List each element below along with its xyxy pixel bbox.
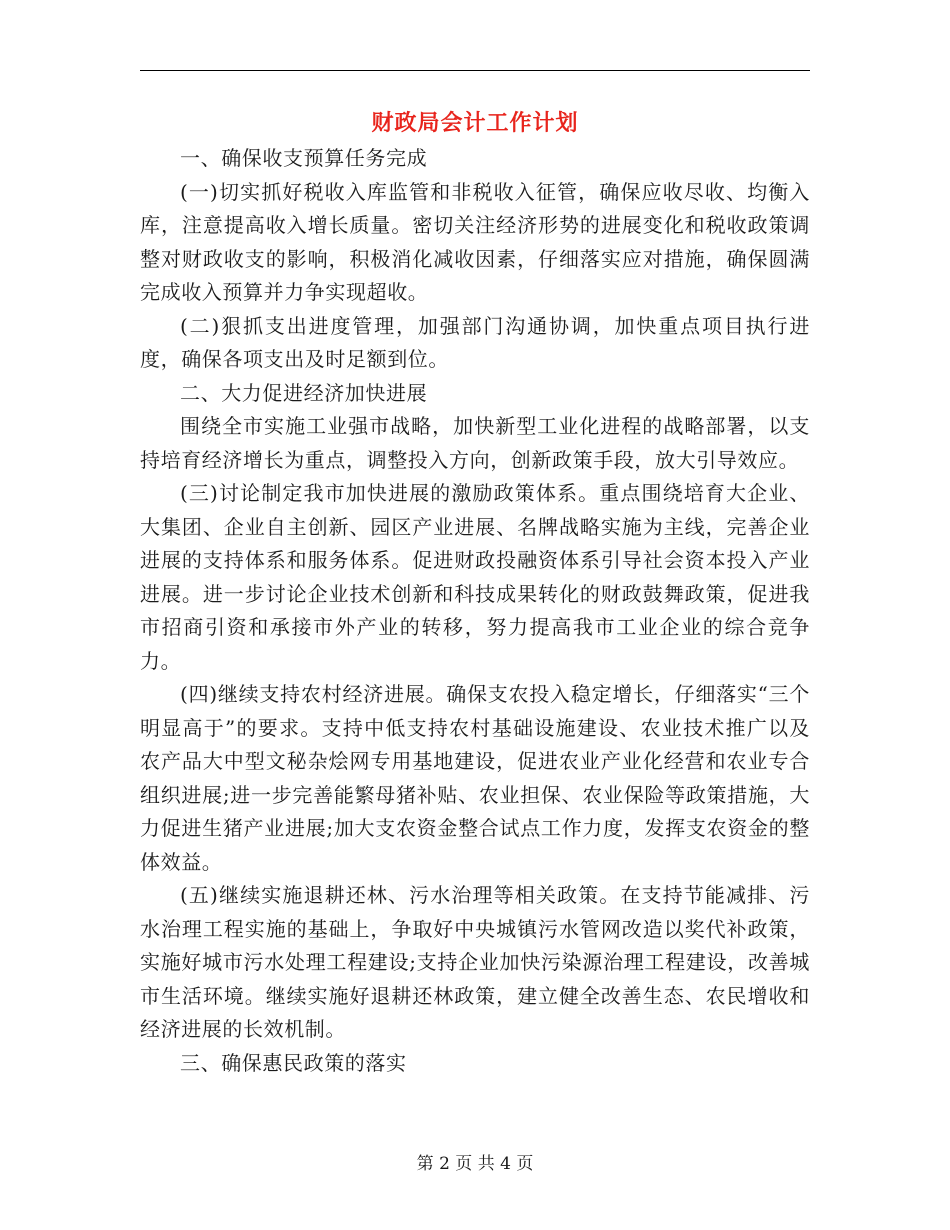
paragraph-4: (三)讨论制定我市加快进展的激励政策体系。重点围绕培育大企业、大集团、企业自主创新、园区产业进展、名牌战略实施为主线，完善企业进展的支持体系和服务体系。促进财政投融资体系引导社会资本投入产业进展。进一步讨论企业技术创新和科技成果转化的财政鼓舞政策，促进我市招商引资和承接市外产业的转移，努力提高我市工业企业的综合竞争力。 [140,481,810,673]
section-heading-3: 三、确保惠民政策的落实 [180,1050,407,1075]
paragraph-5: (四)继续支持农村经济进展。确保支农投入稳定增长，仔细落实“三个明显高于”的要求。支持中低支持农村基础设施建设、农业技术推广以及农产品大中型文秘杂烩网专用基地建设，促进农业产业化经营和农业专合组织进展;进一步完善能繁母猪补贴、农业担保、农业保险等政策措施，大力促进生猪产业进展;加大支农资金整合试点工作力度，发挥支农资金的整体效益。 [140,682,810,874]
paragraph-2: (二)狠抓支出进度管理，加强部门沟通协调，加快重点项目执行进度，确保各项支出及时足额到位。 [140,313,810,371]
document-title: 财政局会计工作计划 [371,111,579,136]
paragraph-6: (五)继续实施退耕还林、污水治理等相关政策。在支持节能减排、污水治理工程实施的基础上，争取好中央城镇污水管网改造以奖代补政策，实施好城市污水处理工程建设;支持企业加快污染源治理工程建设，改善城市生活环境。继续实施好退耕还林政策，建立健全改善生态、农民增收和经济进展的长效机制。 [140,883,810,1041]
page-number-footer: 第 2 页 共 4 页 [416,1154,534,1174]
document-body [140,106,810,1080]
header-rule [140,70,810,71]
section-heading-1: 一、确保收支预算任务完成 [180,146,428,170]
section-heading-2: 二、大力促进经济加快进展 [180,380,428,405]
paragraph-3: 围绕全市实施工业强市战略，加快新型工业化进程的战略部署，以支持培育经济增长为重点，调整投入方向，创新政策手段，放大引导效应。 [140,414,810,472]
paragraph-1: (一)切实抓好税收入库监管和非税收入征管，确保应收尽收、均衡入库，注意提高收入增长质量。密切关注经济形势的进展变化和税收政策调整对财政收支的影响，积极消化减收因素，仔细落实应对措施，确保圆满完成收入预算并力争实现超收。 [140,179,810,304]
